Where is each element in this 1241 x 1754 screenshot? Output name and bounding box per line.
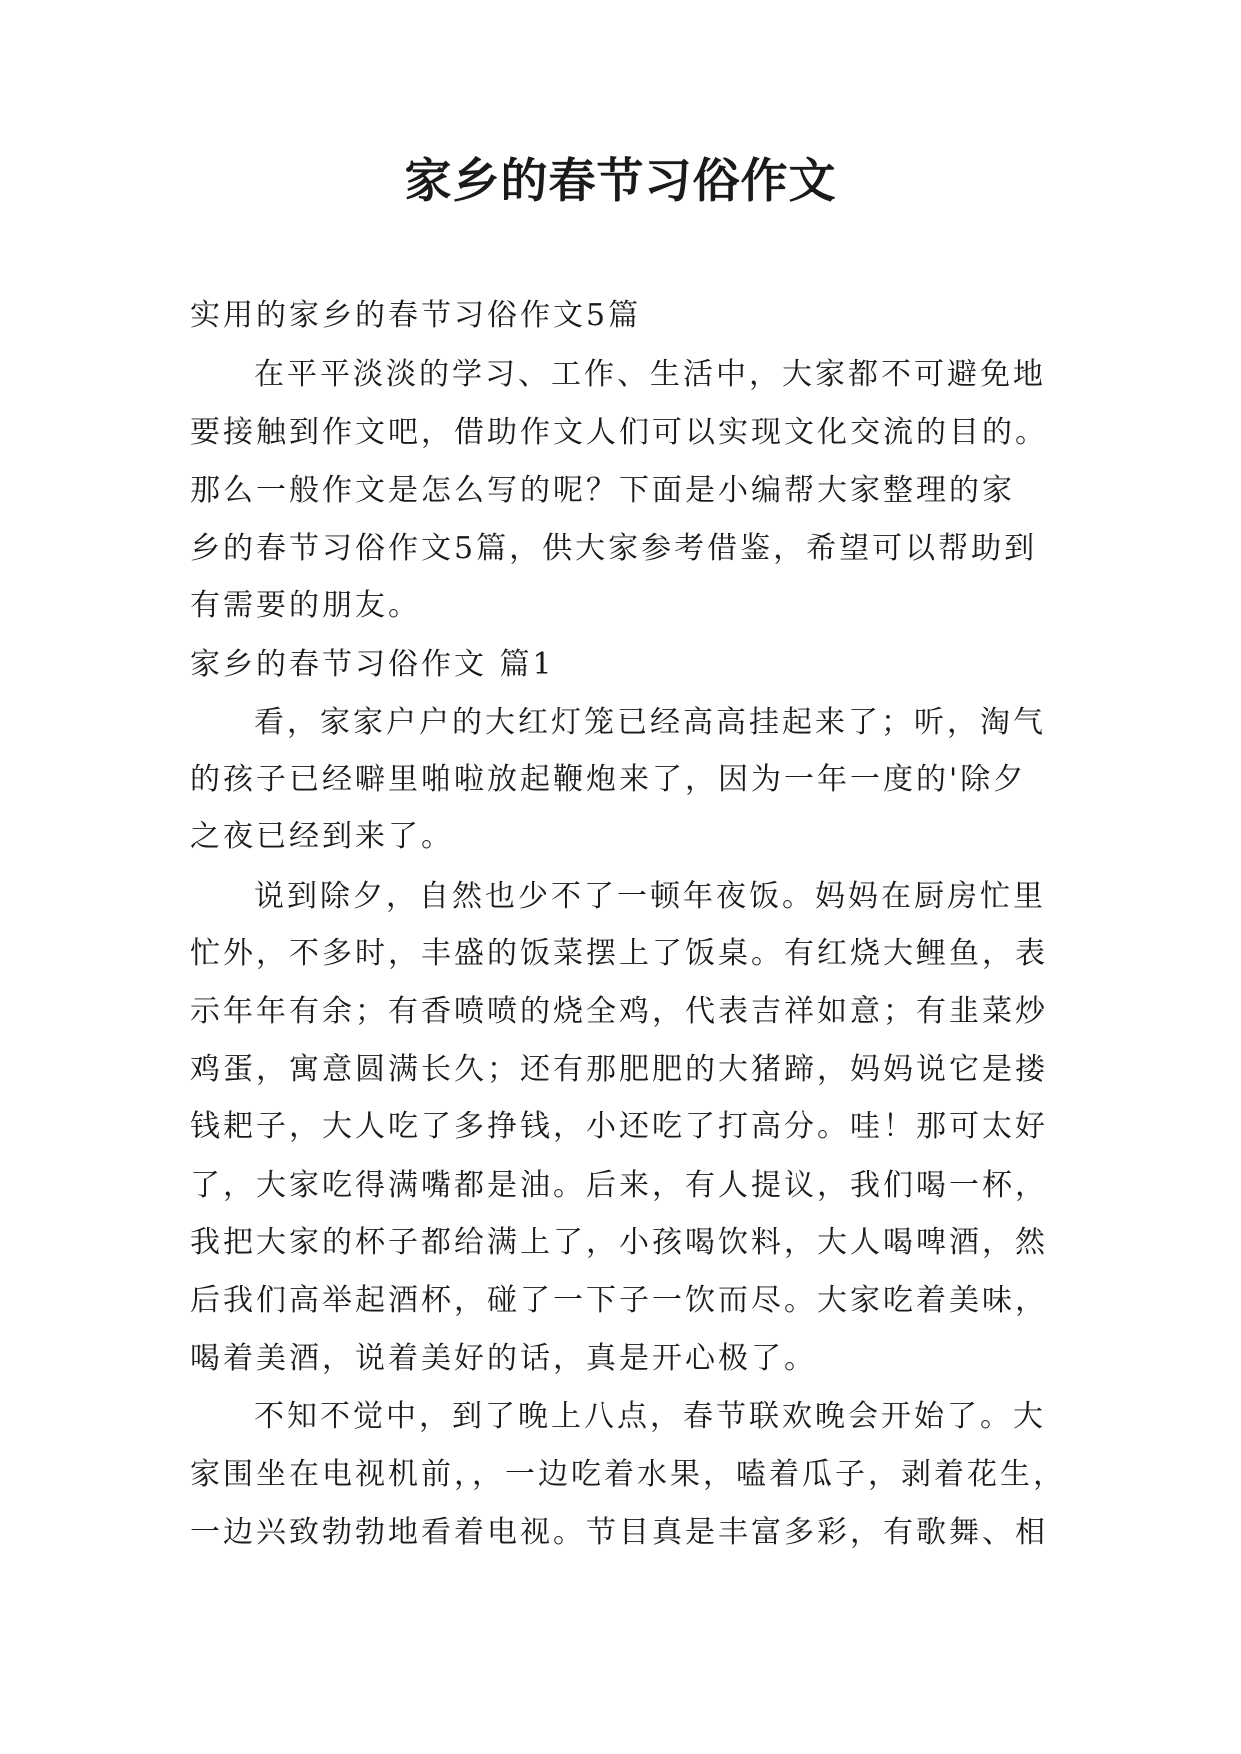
paragraph-line: 鸡蛋，寓意圆满长久；还有那肥肥的大猪蹄，妈妈说它是搂 (190, 1052, 1048, 1087)
paragraph-line: 后我们高举起酒杯，碰了一下子一饮而尽。大家吃着美味， (190, 1283, 1048, 1318)
paragraph-line: 之夜已经到来了。 (190, 819, 454, 854)
paragraph-line: 看，家家户户的大红灯笼已经高高挂起来了；听，淘气 (254, 705, 1046, 740)
paragraph-line: 的孩子已经噼里啪啦放起鞭炮来了，因为一年一度的'除夕 (190, 762, 1027, 797)
paragraph-line: 喝着美酒，说着美好的话，真是开心极了。 (190, 1341, 817, 1376)
paragraph-line: 忙外，不多时，丰盛的饭菜摆上了饭桌。有红烧大鲤鱼，表 (190, 936, 1048, 971)
intro-line: 那么一般作文是怎么写的呢？下面是小编帮大家整理的家 (190, 473, 1015, 508)
paragraph-line: 了，大家吃得满嘴都是油。后来，有人提议，我们喝一杯， (190, 1168, 1048, 1203)
paragraph-line: 示年年有余；有香喷喷的烧全鸡，代表吉祥如意；有韭菜炒 (190, 994, 1048, 1029)
section-heading: 家乡的春节习俗作文 篇1 (190, 647, 555, 682)
paragraph-line: 钱耙子，大人吃了多挣钱，小还吃了打高分。哇！那可太好 (190, 1109, 1048, 1144)
paragraph-line: 家围坐在电视机前，，一边吃着水果，嗑着瓜子，剥着花生， (190, 1457, 1066, 1492)
paragraph-line: 一边兴致勃勃地看着电视。节目真是丰富多彩，有歌舞、相 (190, 1515, 1048, 1550)
intro-line: 有需要的朋友。 (190, 588, 421, 623)
paragraph-line: 说到除夕，自然也少不了一顿年夜饭。妈妈在厨房忙里 (254, 879, 1046, 914)
document-subtitle: 实用的家乡的春节习俗作文5篇 (190, 298, 642, 333)
intro-line: 在平平淡淡的学习、工作、生活中，大家都不可避免地 (254, 357, 1046, 392)
paragraph-line: 不知不觉中，到了晚上八点，春节联欢晚会开始了。大 (254, 1399, 1046, 1434)
paragraph-line: 我把大家的杯子都给满上了，小孩喝饮料，大人喝啤酒，然 (190, 1225, 1048, 1260)
intro-line: 乡的春节习俗作文5篇，供大家参考借鉴，希望可以帮助到 (190, 531, 1038, 566)
page-title: 家乡的春节习俗作文 (404, 154, 837, 209)
intro-line: 要接触到作文吧，借助作文人们可以实现文化交流的目的。 (190, 415, 1048, 450)
